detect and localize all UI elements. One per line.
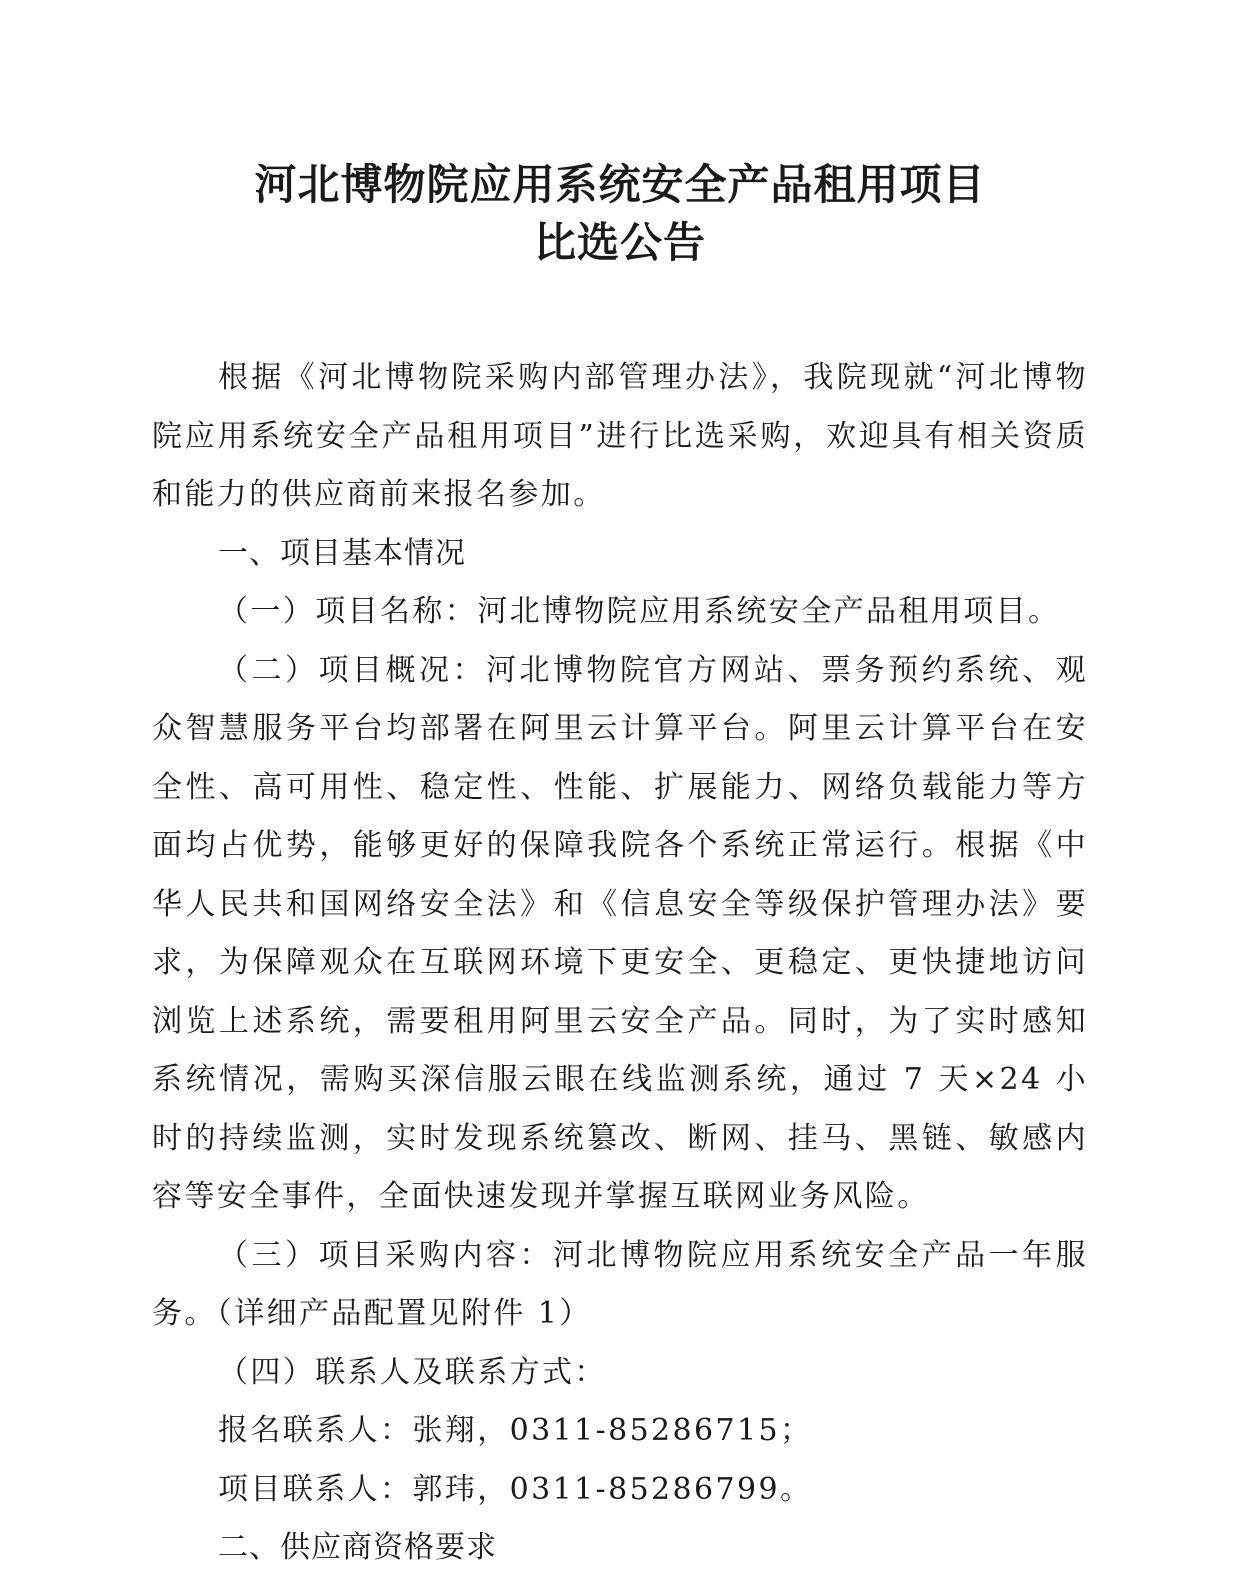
project-contact: 项目联系人：郭玮，0311-85286799。: [218, 1471, 813, 1507]
item-project-name: （一）项目名称：河北博物院应用系统安全产品租用项目。: [218, 594, 1061, 629]
section-1-heading: 一、项目基本情况: [218, 535, 466, 571]
item-contact-heading: （四）联系人及联系方式：: [218, 1354, 607, 1390]
item-project-overview: （二）项目概况：河北博物院官方网站、票务预约系统、观众智慧服务平台均部署在阿里云计算平台。阿里云计算平台在安全性、高可用性、稳定性、性能、扩展能力、网络负载能力等方面均占优势，能够更好的保障我院各个系统正常运行。根据《中华人民共和国网络安全法》和《信息安全等级保护管理办法》要求，为保障观众在互联网环境下更安全、更稳定、更快捷地访问浏览上述系统，需要租用阿里云安全产品。同时，为了实时感知系统情况，需购买深信服云眼在线监测系统，通过 7 天×24 小时的持续监测，实时发现系统篡改、断网、挂马、黑链、敏感内容等安全事件，全面快速发现并掌握互联网业务风险。: [152, 652, 1088, 1214]
item-procurement-content: （三）项目采购内容：河北博物院应用系统安全产品一年服务。（详细产品配置见附件 1）: [152, 1237, 1088, 1331]
title-line-1: 河北博物院应用系统安全产品租用项目: [254, 160, 986, 209]
intro-paragraph: 根据《河北博物院采购内部管理办法》，我院现就“河北博物院应用系统安全产品租用项目”进行比选采购，欢迎具有相关资质和能力的供应商前来报名参加。: [152, 360, 1088, 512]
registration-contact: 报名联系人：张翔，0311-85286715；: [218, 1413, 813, 1448]
document-title: [152, 0, 1088, 272]
title-line-2: 比选公告: [533, 218, 706, 267]
document-page: [152, 0, 1088, 1578]
section-2-heading: 二、供应商资格要求: [218, 1530, 497, 1565]
